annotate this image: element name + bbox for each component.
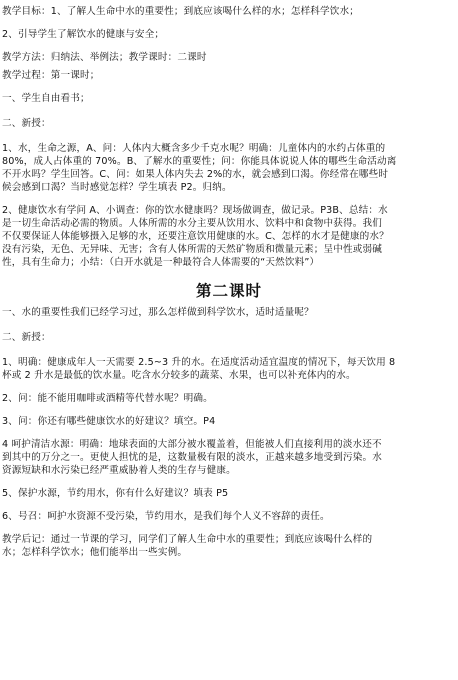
lesson-2-heading: 第二课时 <box>195 282 262 300</box>
paragraph-1-line: 1、水，生命之源，A、问：人体内大概含多少千克水呢？明确：儿童体内的水约占体重的 <box>2 143 386 154</box>
spacer <box>2 105 456 117</box>
spacer <box>2 82 456 92</box>
spacer <box>2 382 456 392</box>
spacer <box>2 41 456 51</box>
teaching-afterword <box>2 533 456 559</box>
paragraph-1 <box>2 142 456 194</box>
lesson-2-section-2-title: 二、新授： <box>2 332 51 343</box>
spacer <box>2 405 456 415</box>
spacer <box>2 269 456 281</box>
spacer <box>2 319 456 331</box>
lesson-2-paragraph-1 <box>2 356 456 382</box>
spacer <box>2 194 456 204</box>
paragraph-1-line: 不开水吗？学生回答。C、问：如果人体内失去 2%的水，就会感到口渴。你经常在哪些时 <box>2 169 389 180</box>
section-1-title: 一、学生自由看书； <box>2 93 90 104</box>
spacer <box>2 344 456 356</box>
teaching-methods-line: 教学方法：归纳法、举例法；教学课时：二课时 <box>2 52 207 63</box>
teaching-objectives-line-1: 教学目标：1、了解人生命中水的重要性；到底应该喝什么样的水；怎样科学饮水； <box>2 6 360 17</box>
lesson-2-paragraph-4-line: 4 呵护清洁水源：明确：地球表面的大部分被水覆盖着，但能被人们直接利用的淡水还不 <box>2 439 382 450</box>
teaching-process-line: 教学过程：第一课时； <box>2 70 100 81</box>
lesson-2-paragraph-1-line: 1、明确：健康成年人一天需要 2.5~3 升的水。在适度活动适宜温度的情况下，每天饮用 8 <box>2 357 396 368</box>
teaching-afterword-line: 教学后记：通过一节课的学习，同学们了解人生命中水的重要性；到底应该喝什么样的 <box>2 534 373 545</box>
lesson-2-section-1-title: 一、水的重要性我们已经学习过，那么怎样做到科学饮水，适时适量呢？ <box>2 307 314 318</box>
spacer <box>2 428 456 438</box>
lesson-2-paragraph-4-line: 资源短缺和水污染已经严重威胁着人类的生存与健康。 <box>2 465 236 476</box>
lesson-2-paragraph-1-line: 杯或 2 升水是最低的饮水量。吃含水分较多的蔬菜、水果，也可以补充体内的水。 <box>2 370 356 381</box>
paragraph-2-line: 2、健康饮水有学问 A、小调查：你的饮水健康吗？现场做调查，做记录。P3B、总结：水 <box>2 205 388 216</box>
spacer <box>2 523 456 533</box>
section-2-title: 二、新授： <box>2 118 51 129</box>
lesson-2-paragraph-2: 2、问：能不能用咖啡或酒精等代替水呢？明确。 <box>2 393 213 404</box>
lesson-2-paragraph-4-line: 到其中的万分之一。更使人担忧的是，这数量极有限的淡水，正越来越多地受到污染。水 <box>2 452 383 463</box>
paragraph-2 <box>2 204 456 269</box>
spacer <box>2 477 456 487</box>
teaching-afterword-line: 水；怎样科学饮水；他们能举出一些实例。 <box>2 547 188 558</box>
paragraph-1-line: 候会感到口渴？当时感觉怎样？学生填表 P2。归纳。 <box>2 182 232 193</box>
teaching-objectives-line-2: 2、引导学生了解饮水的健康与安全； <box>2 29 165 40</box>
paragraph-2-line: 是一切生命活动必需的物质。人体所需的水分主要从饮用水、饮料中和食物中获得。我们 <box>2 218 383 229</box>
spacer <box>2 130 456 142</box>
paragraph-2-line: 性，具有生命力；小结：（白开水就是一种最符合人体需要的“天然饮料”） <box>2 257 320 268</box>
spacer <box>2 18 456 28</box>
paragraph-1-line: 80%，成人占体重的 70%。B、了解水的重要性；问：你能具体说说人体的哪些生命活动离 <box>2 156 397 167</box>
lesson-2-paragraph-3: 3、问：你还有哪些健康饮水的好建议？填空。P4 <box>2 416 216 427</box>
spacer <box>2 500 456 510</box>
lesson-2-paragraph-4 <box>2 438 456 477</box>
paragraph-2-line: 没有污染，无色、无异味、无害；含有人体所需的天然矿物质和微量元素；呈中性或弱碱 <box>2 244 383 255</box>
lesson-2-paragraph-6: 6、号召：呵护水资源不受污染，节约用水，是我们每个人义不容辞的责任。 <box>2 511 330 522</box>
document-page <box>2 0 456 559</box>
lesson-2-paragraph-5: 5、保护水源，节约用水，你有什么好建议？填表 P5 <box>2 488 229 499</box>
paragraph-2-line: 不仅要保证人体能够摄入足够的水，还要注意饮用健康的水。C、怎样的水才是健康的水？ <box>2 231 389 242</box>
